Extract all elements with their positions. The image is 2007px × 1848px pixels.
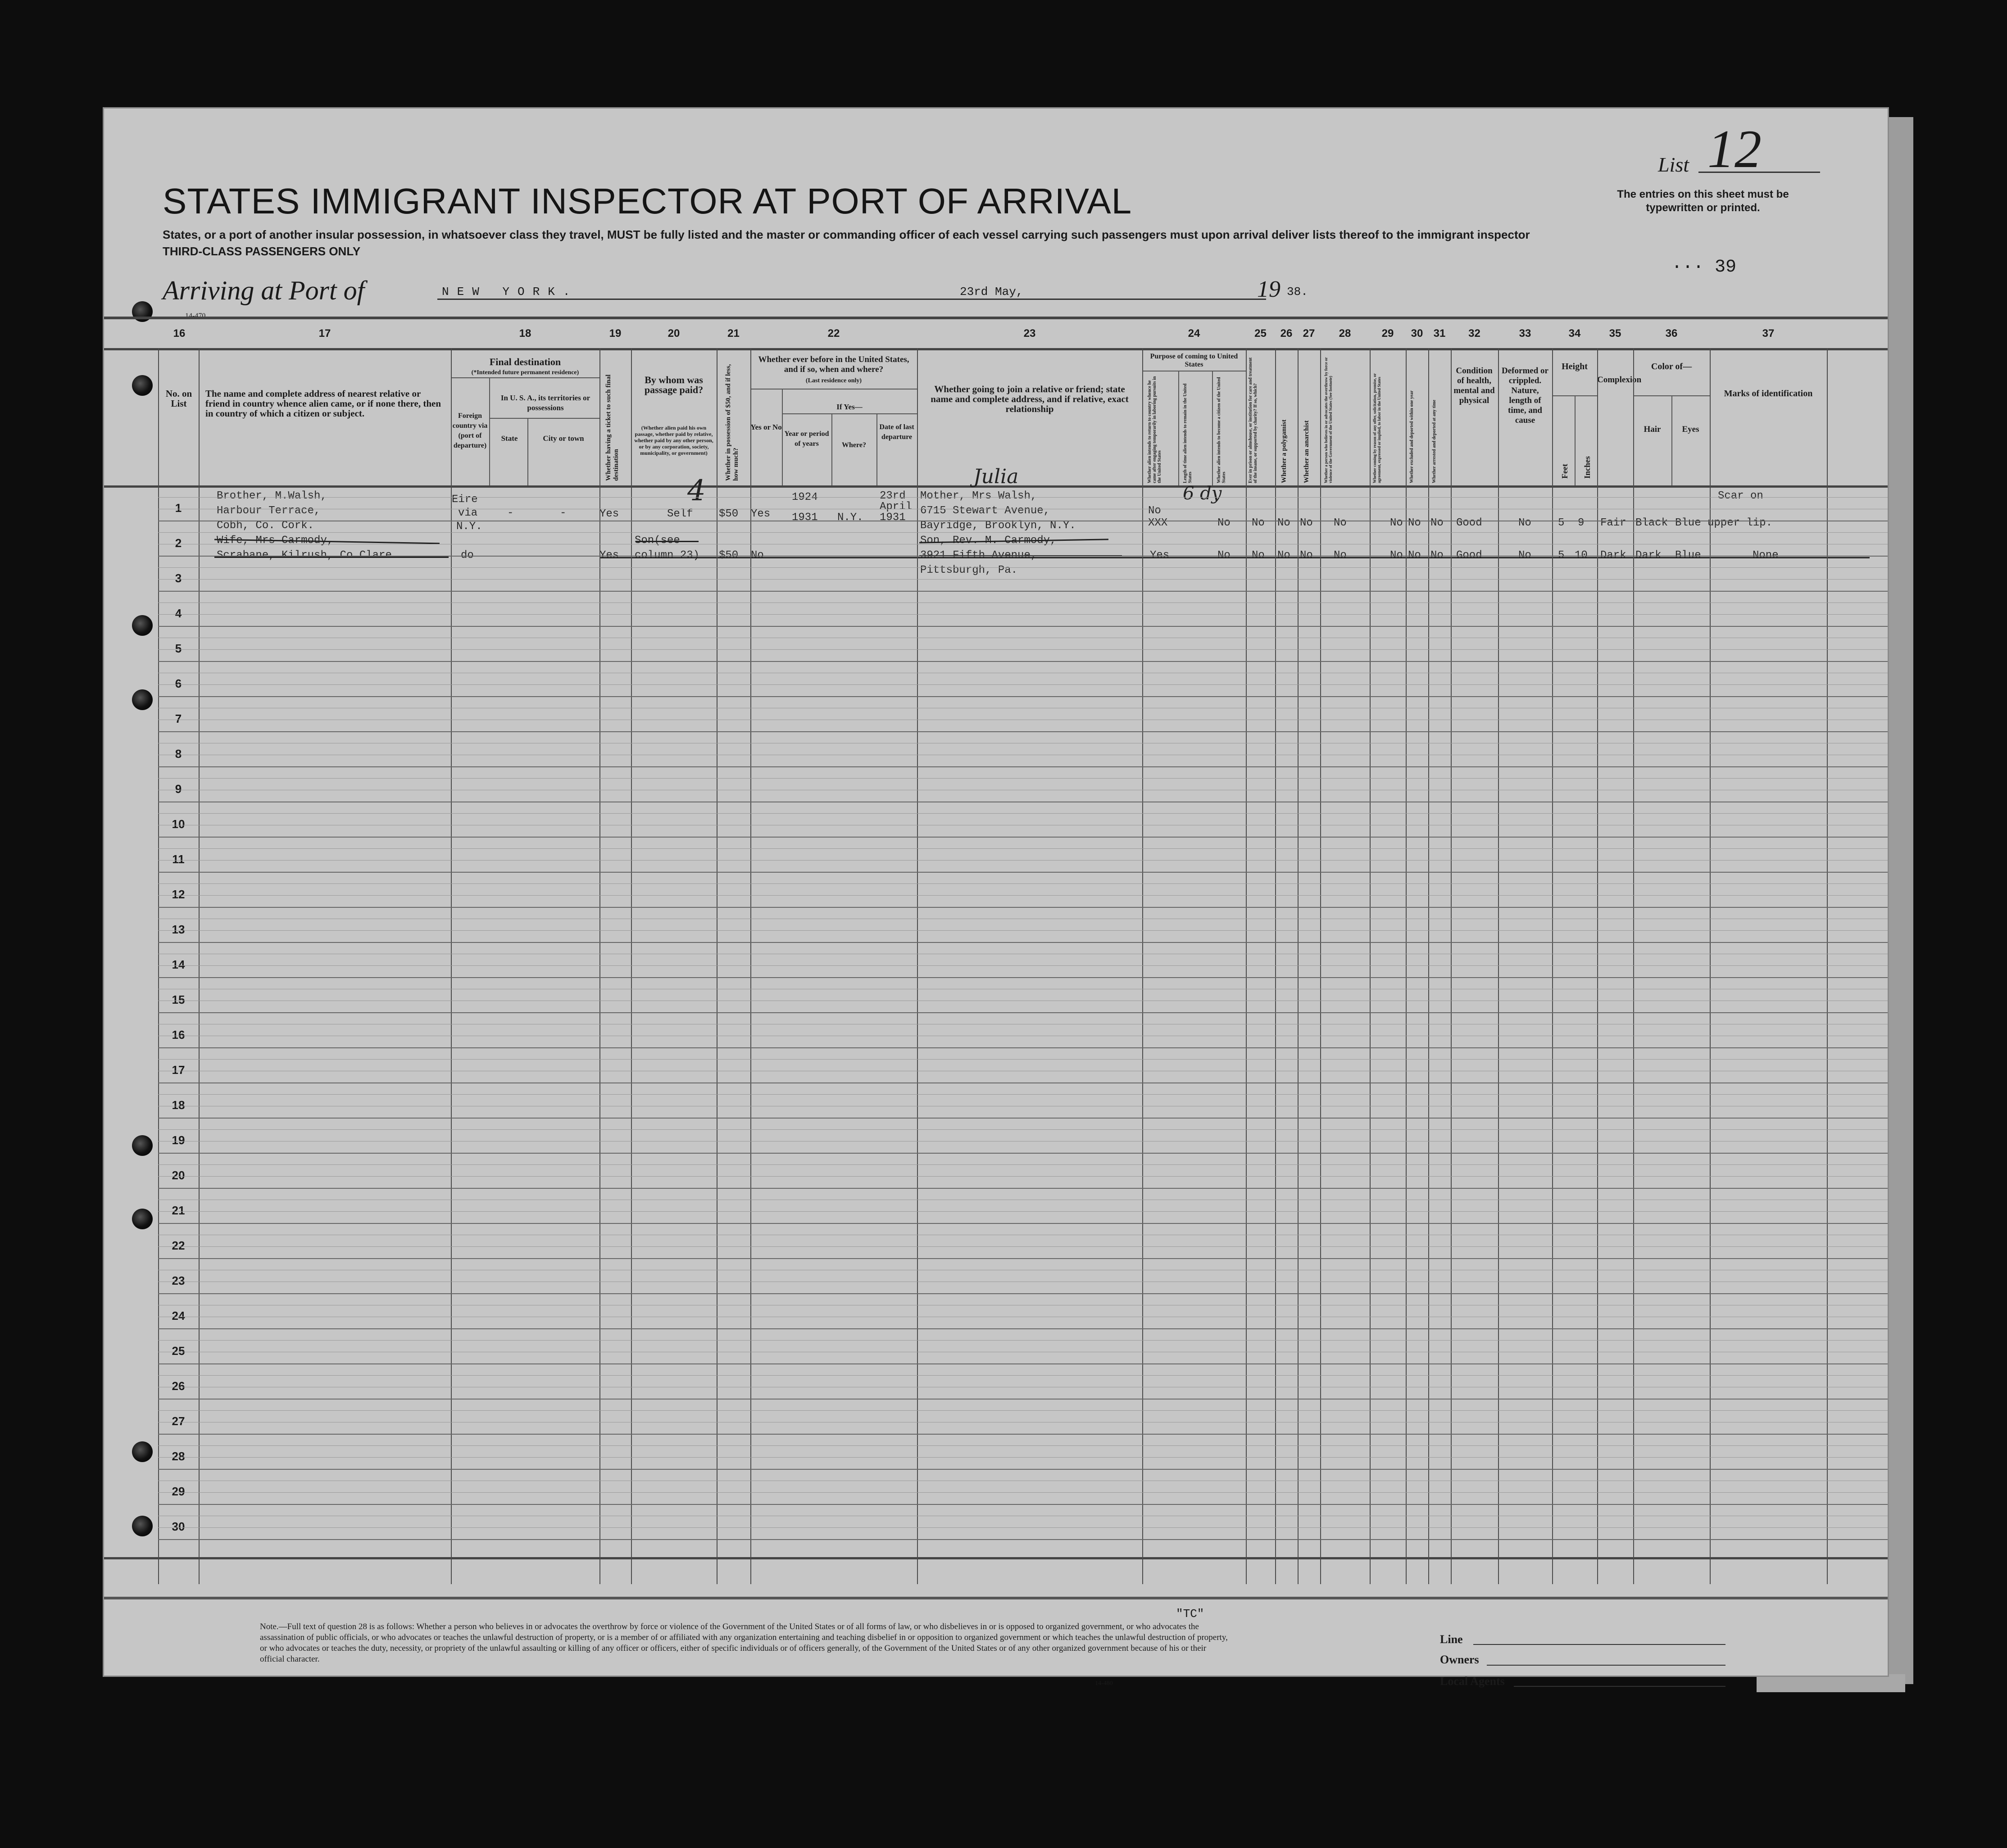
joining-line: Bayridge, Brooklyn, N.Y. xyxy=(920,520,1076,532)
row-divider xyxy=(158,1293,1888,1294)
complexion-value: Dark xyxy=(1600,549,1626,562)
relative-line: Harbour Terrace, xyxy=(217,505,321,517)
departure-value: April xyxy=(880,501,913,513)
row-divider xyxy=(158,731,1888,732)
row-number: 9 xyxy=(175,782,182,796)
ruled-line xyxy=(158,848,1888,849)
col-24-return: Whether alien intends to return to country whence he came after engaging temporarily in laboring pursuits in the United States xyxy=(1147,376,1162,483)
col-27-header: Whether an anarchist xyxy=(1303,420,1310,483)
feet-value: 5 xyxy=(1558,549,1565,562)
col-number: 25 xyxy=(1254,327,1267,340)
col-29-header: Whether coming by reason of any offer, solicitation, promise, or agreement, expressed or implied, to labor in the United States xyxy=(1372,373,1381,483)
row-divider xyxy=(158,1223,1888,1224)
col-number: 33 xyxy=(1519,327,1531,340)
row-divider xyxy=(158,1258,1888,1259)
paid-by-value: Son(see xyxy=(635,534,680,547)
col-33-header: Deformed or crippled. Nature, length of time, and cause xyxy=(1502,366,1548,425)
length-value: 6 dy xyxy=(1183,483,1222,504)
eyes-value: Blue xyxy=(1675,549,1701,562)
list-label: List xyxy=(1658,153,1689,176)
complexion-value: Fair xyxy=(1600,517,1626,529)
col-26-header: Whether a polygamist xyxy=(1280,419,1288,483)
col-35-header: Complexion xyxy=(1597,375,1642,385)
row-number: 24 xyxy=(172,1309,185,1323)
row-divider xyxy=(158,1328,1888,1329)
ticket-value: Yes xyxy=(599,549,619,562)
ruled-line xyxy=(158,1457,1888,1458)
row-divider xyxy=(158,1539,1888,1540)
departure-value: 1931 xyxy=(880,512,906,524)
row-number: 13 xyxy=(172,923,185,936)
col-number: 34 xyxy=(1568,327,1581,340)
header-subrule xyxy=(750,389,917,390)
paid-by-value: column 23) xyxy=(635,549,700,562)
row-number: 18 xyxy=(172,1098,185,1112)
eyes-value: Blue xyxy=(1675,517,1701,529)
ruled-line xyxy=(158,1246,1888,1247)
deformed-value: No xyxy=(1518,517,1531,529)
ruled-line xyxy=(158,1492,1888,1493)
row-number: 5 xyxy=(175,642,182,655)
col-31-header: Whether arrested and deported at any time xyxy=(1432,399,1437,483)
row-number: 14 xyxy=(172,958,185,971)
row-number: 21 xyxy=(172,1204,185,1217)
row-divider xyxy=(158,872,1888,873)
header-subrule xyxy=(527,418,528,485)
col-number: 23 xyxy=(1023,327,1036,340)
col-32-header: Condition of health, mental and physical xyxy=(1453,366,1495,405)
row-number: 1 xyxy=(175,501,182,515)
row-number: 12 xyxy=(172,888,185,901)
ruled-line xyxy=(158,1340,1888,1341)
ruled-line xyxy=(158,778,1888,779)
joining-line: Mother, Mrs Walsh, xyxy=(920,490,1037,502)
row-number: 4 xyxy=(175,607,182,620)
inches-value: 9 xyxy=(1578,517,1585,529)
row-number: 22 xyxy=(172,1239,185,1252)
ruled-line xyxy=(158,1211,1888,1212)
joining-annotation: Julia xyxy=(973,465,1019,488)
header-subrule xyxy=(489,377,490,485)
sheet-edge xyxy=(1886,117,1913,1684)
col-21-header: Whether in possession of $50, and if less, how much? xyxy=(725,364,740,481)
joining-line: 6715 Stewart Avenue, xyxy=(920,505,1050,517)
hair-value: Black xyxy=(1635,517,1668,529)
before-value: Yes xyxy=(751,508,771,520)
col-22-period: Year or period of years xyxy=(784,430,829,448)
foreign-port: via xyxy=(458,507,478,519)
col-36-eyes: Eyes xyxy=(1682,425,1699,434)
center-mark: "TC" xyxy=(1176,1607,1204,1621)
prison-value: No xyxy=(1252,517,1265,529)
ruled-line xyxy=(158,965,1888,966)
col-18-usa: In U. S. A., its territories or possessions xyxy=(500,394,590,412)
col-30-header: Whether excluded and deported within one year xyxy=(1409,390,1414,483)
col-22-date: Date of last departure xyxy=(879,423,914,441)
money-value: $50 xyxy=(719,549,739,562)
form-instructions: States, or a port of another insular possession, in whatsoever class they travel, MUST be fully listed and the master or commanding officer of each vessel carrying such passengers must upon arrival deliver lists thereof to the immigrant inspector xyxy=(163,228,1530,241)
ruled-line xyxy=(158,1094,1888,1095)
arrested-value: No xyxy=(1430,549,1444,562)
labor-value: No xyxy=(1390,517,1403,529)
excluded-value: No xyxy=(1408,517,1421,529)
marks-value: upper lip. xyxy=(1707,517,1773,529)
col-number: 20 xyxy=(667,327,680,340)
joining-line: Pittsburgh, Pa. xyxy=(920,564,1018,576)
health-value: Good xyxy=(1456,549,1482,562)
hair-value: Dark xyxy=(1635,549,1662,562)
header-subrule xyxy=(451,377,599,378)
row-divider xyxy=(158,1434,1888,1435)
list-number: 12 xyxy=(1698,127,1820,173)
marks-value: Scar on xyxy=(1718,490,1763,502)
joining-line: Son, Rev. M. Carmody, xyxy=(920,534,1057,547)
state-value: - xyxy=(507,507,514,519)
col-22-note: (Last residence only) xyxy=(805,377,862,384)
header-subrule xyxy=(1671,395,1672,485)
labor-value: No xyxy=(1390,549,1403,562)
ruled-line xyxy=(158,579,1888,580)
ruled-line xyxy=(158,1410,1888,1411)
col-18-note: (*Intended future permanent residence) xyxy=(471,369,579,376)
col-number: 36 xyxy=(1665,327,1678,340)
where-value: N.Y. xyxy=(837,512,863,524)
ticket-value: Yes xyxy=(599,508,619,520)
row-divider xyxy=(158,766,1888,767)
col-number: 27 xyxy=(1303,327,1315,340)
col-36-hair: Hair xyxy=(1644,425,1661,434)
anarchist-value: No xyxy=(1300,549,1313,562)
row-number: 2 xyxy=(175,536,182,550)
row-divider xyxy=(158,942,1888,943)
relative-line: Cobh, Co. Cork. xyxy=(217,520,314,532)
departure-value: 23rd xyxy=(880,490,906,502)
ruled-line xyxy=(158,860,1888,861)
col-16-header: No. on List xyxy=(165,388,192,409)
strike-through xyxy=(636,541,699,542)
ruled-line xyxy=(158,1527,1888,1528)
row-divider xyxy=(158,977,1888,978)
row-divider xyxy=(158,661,1888,662)
top-rule xyxy=(104,317,1888,319)
col-number: 30 xyxy=(1411,327,1423,340)
money-value: $50 xyxy=(719,508,739,520)
header-subrule xyxy=(1575,395,1576,485)
manifest-table xyxy=(104,321,1888,1598)
col-22-yesno: Yes or No xyxy=(750,423,782,431)
excluded-value: No xyxy=(1408,549,1421,562)
row-divider xyxy=(158,696,1888,697)
row-number: 17 xyxy=(172,1063,185,1077)
footnote: Note.—Full text of question 28 is as follows: Whether a person who believes in or advocates the overthrow by force or violence of the Government of the United States or of all forms of law, or who disbelieves in or is opposed to organized government, or who advocates the assassination of public officials, or who advocates or teaches the unlawful destruction of property, or is a member of or affiliated with any organization entertaining and teaching disbelief in or opposition to organized government or which teaches the unlawful destruction of property, or who advocates or teaches the duty, necessity, or propriety of the unlawful assaulting or killing of any officer or officers, either of specific individuals or of officers generally, of the Government of the United States or of any other organized government because of his or their official character. xyxy=(260,1622,1228,1664)
strike-through xyxy=(599,557,1870,558)
row-divider xyxy=(158,1469,1888,1470)
header-subrule xyxy=(782,389,783,485)
feet-value: 5 xyxy=(1558,517,1565,529)
col-number: 24 xyxy=(1188,327,1200,340)
col-24-citizen: Whether alien intends to become a citizen of the United States xyxy=(1217,377,1226,483)
col-18-city: City or town xyxy=(543,434,584,443)
port-of-arrival: NEW YORK. xyxy=(437,285,946,300)
ruled-line xyxy=(158,1059,1888,1060)
col-number: 29 xyxy=(1381,327,1394,340)
col-number: 18 xyxy=(519,327,531,340)
row-divider xyxy=(158,591,1888,592)
col-23-header: Whether going to join a relative or friend; state name and complete address, and if relative, exact relationship xyxy=(931,384,1129,414)
header-subrule xyxy=(489,418,599,419)
foreign-port: do xyxy=(461,549,474,562)
ruled-line xyxy=(158,883,1888,884)
arrival-date: 23rd May, xyxy=(946,285,1266,300)
polygamist-value: No xyxy=(1277,517,1290,529)
ruled-line xyxy=(158,895,1888,896)
table-bottom-rule xyxy=(104,1557,1888,1559)
ruled-line xyxy=(158,684,1888,685)
footnote-code: 14-480 xyxy=(1095,1680,1113,1687)
header-subrule xyxy=(831,413,832,485)
row-number: 7 xyxy=(175,712,182,725)
col-number: 26 xyxy=(1280,327,1293,340)
col-20-header: By whom was passage paid? xyxy=(644,374,704,395)
ruled-line xyxy=(158,602,1888,603)
sheet-edge-bottom xyxy=(1757,1674,1905,1692)
return-value: Yes xyxy=(1150,549,1170,562)
local-agents-field[interactable] xyxy=(1514,1686,1725,1687)
col-24-length: Length of time alien intends to remain in the United States xyxy=(1183,383,1193,483)
ruled-line xyxy=(158,930,1888,931)
header-subrule xyxy=(876,413,877,485)
header-subrule xyxy=(1178,371,1179,485)
col-number: 19 xyxy=(609,327,622,340)
col-number: 28 xyxy=(1339,327,1351,340)
col-37-header: Marks of identification xyxy=(1724,389,1813,399)
row-divider xyxy=(158,626,1888,627)
col-20-note: (Whether alien paid his own passage, whether paid by relative, whether paid by any other person, or by any corporation, society, municipality, or government) xyxy=(634,425,713,456)
row-divider xyxy=(158,556,1888,557)
col-34-feet: Feet xyxy=(1560,464,1569,479)
form-title: STATES IMMIGRANT INSPECTOR AT PORT OF ARRIVAL xyxy=(163,181,1132,221)
row-divider xyxy=(158,1363,1888,1364)
owners-field[interactable] xyxy=(1487,1665,1725,1666)
marks-value: None xyxy=(1753,549,1779,562)
row-number: 27 xyxy=(172,1414,185,1428)
row-divider xyxy=(158,1399,1888,1400)
row-divider xyxy=(158,837,1888,838)
header-subrule xyxy=(782,413,917,414)
ruled-line xyxy=(158,614,1888,615)
col-34-inches: Inches xyxy=(1583,456,1592,479)
col-28-header: Whether a person who believes in or advocates the overthrow by force or violence of the Government of the United States (See footnote) xyxy=(1324,357,1333,483)
year-suffix: 38. xyxy=(1287,285,1308,299)
money-mark: 4 xyxy=(687,474,706,507)
line-label: Line xyxy=(1440,1633,1463,1646)
anarchist-value: No xyxy=(1300,517,1313,529)
owners-label: Owners xyxy=(1440,1653,1479,1666)
prison-value: No xyxy=(1252,549,1265,562)
footer-rule xyxy=(104,1597,1888,1599)
col-number: 17 xyxy=(318,327,331,340)
row-number: 6 xyxy=(175,677,182,690)
return-value: No xyxy=(1148,505,1161,517)
foreign-port: N.Y. xyxy=(456,521,482,533)
row-number: 29 xyxy=(172,1485,185,1498)
col-19-header: Whether having a ticket to such final destination xyxy=(605,374,620,481)
ruled-line xyxy=(158,1176,1888,1177)
ruled-line xyxy=(158,1375,1888,1376)
ruled-line xyxy=(158,497,1888,498)
paid-by-value: Self xyxy=(667,508,693,520)
relative-line: Brother, M.Walsh, xyxy=(217,490,327,502)
col-22-ifyes: If Yes— xyxy=(836,403,863,411)
col-18-state: State xyxy=(501,434,518,443)
entries-note: The entries on this sheet must be typewritten or printed. xyxy=(1617,188,1789,214)
relative-line: Wife, Mrs Carmody, xyxy=(217,534,334,547)
col-22-where: Where? xyxy=(842,441,866,449)
ruled-line xyxy=(158,567,1888,568)
col-34-header: Height xyxy=(1562,362,1588,371)
row-number: 20 xyxy=(172,1169,185,1182)
row-number: 16 xyxy=(172,1028,185,1042)
row-number: 10 xyxy=(172,817,185,831)
year-prefix: 19 xyxy=(1257,276,1280,302)
row-number: 3 xyxy=(175,571,182,585)
row-number: 15 xyxy=(172,993,185,1006)
joining-line: 3921 Fifth Avenue, xyxy=(920,549,1037,562)
row-divider xyxy=(158,1504,1888,1505)
ruled-line xyxy=(158,532,1888,533)
col-17-header: The name and complete address of nearest relative or friend in country whence alien came, or if none there, then in country of which a citizen or subject. xyxy=(205,388,441,419)
row-number: 23 xyxy=(172,1274,185,1287)
row-divider xyxy=(158,1188,1888,1189)
before-value: No xyxy=(751,549,764,562)
row-divider xyxy=(158,1047,1888,1048)
row-number: 8 xyxy=(175,747,182,761)
row-number: 11 xyxy=(172,852,185,866)
ruled-line xyxy=(158,649,1888,650)
return-struck: XXX xyxy=(1148,517,1168,529)
col-25-header: Ever in prison or almshouse, or institution for care and treatment of the insane, or supported by charity? If so, which? xyxy=(1248,357,1258,483)
row-number: 25 xyxy=(172,1344,185,1358)
row-divider xyxy=(158,1012,1888,1013)
row-divider xyxy=(158,1153,1888,1154)
row-number: 26 xyxy=(172,1379,185,1393)
col-number: 37 xyxy=(1762,327,1775,340)
row-number: 30 xyxy=(172,1520,185,1533)
col-18-foreign: Foreign country via (port of departure) xyxy=(452,412,488,449)
passenger-class: THIRD-CLASS PASSENGERS ONLY xyxy=(163,245,361,258)
foreign-port: Eire xyxy=(452,494,478,506)
ruled-line xyxy=(158,1445,1888,1446)
page-number: ··· 39 xyxy=(1671,257,1737,277)
header-subrule xyxy=(1212,371,1213,485)
col-18-header: Final destination xyxy=(489,356,561,367)
arriving-label: Arriving at Port of xyxy=(163,276,365,305)
header-rule xyxy=(104,348,1888,350)
polygamist-value: No xyxy=(1277,549,1290,562)
city-value: - xyxy=(560,507,567,519)
col-24-header: Purpose of coming to United States xyxy=(1150,353,1238,368)
period-value: 1924 xyxy=(792,491,818,503)
row-divider xyxy=(158,1118,1888,1119)
citizen-value: No xyxy=(1217,517,1231,529)
col-number: 21 xyxy=(727,327,740,340)
local-agents-label: Local Agents xyxy=(1440,1675,1505,1688)
deformed-value: No xyxy=(1518,549,1531,562)
col-number: 16 xyxy=(173,327,186,340)
citizen-value: No xyxy=(1217,549,1231,562)
col-number: 35 xyxy=(1609,327,1621,340)
row-number: 19 xyxy=(172,1133,185,1147)
ruled-line xyxy=(158,813,1888,814)
q28-value: No xyxy=(1334,517,1347,529)
manifest-sheet xyxy=(103,107,1889,1688)
q28-value: No xyxy=(1334,549,1347,562)
ruled-line xyxy=(158,1164,1888,1165)
row-number: 28 xyxy=(172,1449,185,1463)
inches-value: 10 xyxy=(1575,549,1588,562)
health-value: Good xyxy=(1456,517,1482,529)
col-36-header: Color of— xyxy=(1651,362,1692,371)
row-divider xyxy=(158,907,1888,908)
col-22-header: Whether ever before in the United States, and if so, when and where? xyxy=(758,355,909,374)
col-number: 32 xyxy=(1468,327,1480,340)
period-value: 1931 xyxy=(792,512,818,524)
arrested-value: No xyxy=(1430,517,1444,529)
col-number: 31 xyxy=(1433,327,1446,340)
relative-line: Scrabane, Kilrush, Co.Clare. xyxy=(217,549,399,562)
form-code: 14-470 xyxy=(185,312,206,320)
line-field[interactable] xyxy=(1473,1644,1725,1645)
ruled-line xyxy=(158,1129,1888,1130)
col-number: 22 xyxy=(827,327,840,340)
strike-through xyxy=(214,557,449,558)
